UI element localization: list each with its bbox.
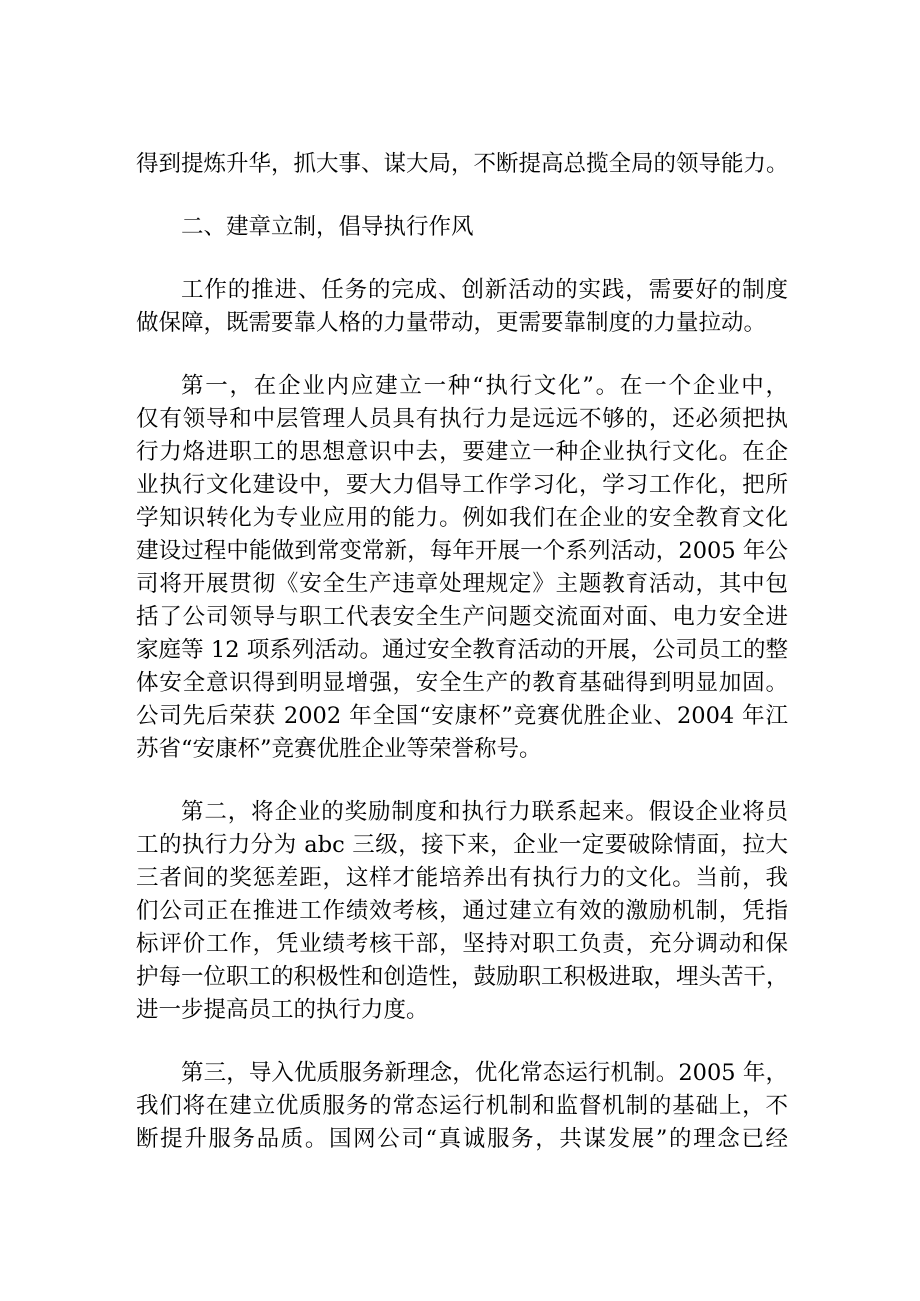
paragraph-first-point (136, 370, 788, 766)
text-line: 业执行文化建设中，要大力倡导工作学习化，学习工作化，把所 (136, 472, 788, 498)
paragraph-intro (136, 274, 788, 340)
text-line: 我们将在建立优质服务的常态运行机制和监督机制的基础上，不 (136, 1093, 788, 1119)
text-line: 公司先后荣获 2002 年全国“安康杯”竞赛优胜企业、2004 年江 (136, 703, 788, 729)
text-line: 做保障，既需要靠人格的力量带动，更需要靠制度的力量拉动。 (136, 310, 767, 336)
section-heading (136, 211, 788, 244)
text-line: 工的执行力分为 abc 三级，接下来，企业一定要破除情面，拉大 (136, 832, 788, 858)
text-line: 仅有领导和中层管理人员具有执行力是远远不够的，还必须把执 (136, 406, 788, 432)
paragraph-third-point (136, 1057, 788, 1156)
text-line: 司将开展贯彻《安全生产违章处理规定》主题教育活动，其中包 (136, 571, 788, 597)
text-line: 护每一位职工的积极性和创造性，鼓励职工积极进取，埋头苦干， (136, 964, 789, 990)
text-line: 行力烙进职工的思想意识中去，要建立一种企业执行文化。在企 (136, 439, 788, 465)
text-line: 工作的推进、任务的完成、创新活动的实践，需要好的制度 (181, 277, 788, 303)
text-line: 第三，导入优质服务新理念，优化常态运行机制。2005 年， (181, 1060, 788, 1086)
paragraph-second-point (136, 796, 788, 1027)
text-line: 第一，在企业内应建立一种“执行文化”。在一个企业中， (181, 373, 788, 399)
text-line: 体安全意识得到明显增强，安全生产的教育基础得到明显加固。 (136, 670, 788, 696)
text-line: 们公司正在推进工作绩效考核，通过建立有效的激励机制，凭指 (136, 898, 788, 924)
text-line: 括了公司领导与职工代表安全生产问题交流面对面、电力安全进 (136, 604, 788, 630)
text-line: 得到提炼升华，抓大事、谋大局，不断提高总揽全局的领导能力。 (136, 151, 789, 177)
text-line: 断提升服务品质。国网公司“真诚服务，共谋发展”的理念已经 (136, 1126, 788, 1152)
paragraph-continuation (136, 148, 788, 181)
document-body (136, 148, 788, 1186)
heading-line: 二、建章立制，倡导执行作风 (181, 214, 474, 240)
text-line: 进一步提高员工的执行力度。 (136, 997, 429, 1023)
text-line: 建设过程中能做到常变常新，每年开展一个系列活动，2005 年公 (136, 538, 788, 564)
text-line: 标评价工作，凭业绩考核干部，坚持对职工负责，充分调动和保 (136, 931, 788, 957)
text-line: 第二，将企业的奖励制度和执行力联系起来。假设企业将员 (181, 799, 788, 825)
text-line: 家庭等 12 项系列活动。通过安全教育活动的开展，公司员工的整 (136, 637, 788, 663)
text-line: 学知识转化为专业应用的能力。例如我们在企业的安全教育文化 (136, 505, 788, 531)
text-line: 苏省“安康杯”竞赛优胜企业等荣誉称号。 (136, 736, 542, 762)
text-line: 三者间的奖惩差距，这样才能培养出有执行力的文化。当前，我 (136, 865, 788, 891)
